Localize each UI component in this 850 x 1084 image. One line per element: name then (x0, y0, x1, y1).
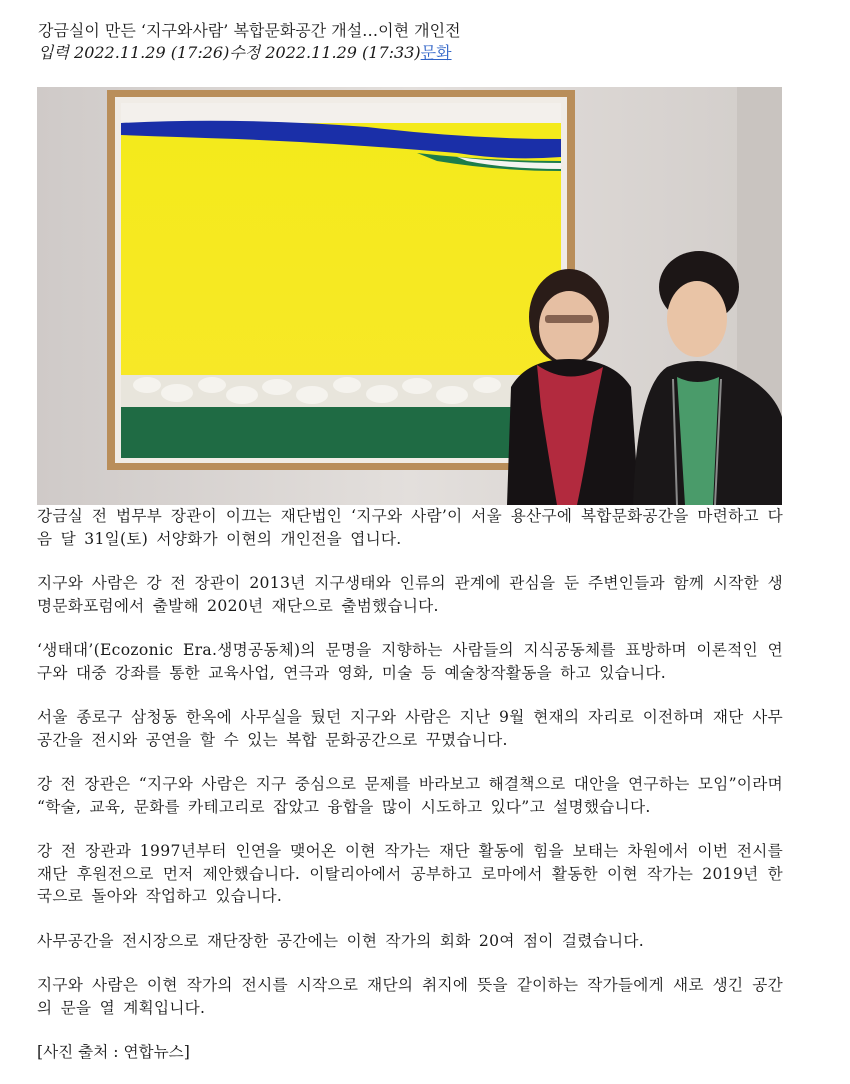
article-body (37, 505, 783, 1064)
headline: 강금실이 만든 ‘지구와사람’ 복합문화공간 개설…이현 개인전 (38, 21, 461, 40)
paragraph: 강 전 장관과 1997년부터 인연을 맺어온 이현 작가는 재단 활동에 힘을 보태는 차원에서 이번 전시를 재단 후원전으로 먼저 제안했습니다. 이탈리아에서 공부하고 로마에서 활동한 이현 작가는 2019년 한국으로 돌아와 작업하고 있습니다. (37, 842, 783, 905)
paragraph: 강금실 전 법무부 장관이 이끄는 재단법인 ‘지구와 사람’이 서울 용산구에 복합문화공간을 마련하고 다음 달 31일(토) 서양화가 이현의 개인전을 엽니다. (37, 507, 783, 548)
paragraph: 서울 종로구 삼청동 한옥에 사무실을 뒀던 지구와 사람은 지난 9월 현재의 자리로 이전하며 재단 사무공간을 전시와 공연을 할 수 있는 복합 문화공간으로 꾸몄습니다. (37, 708, 783, 749)
photo-credit: [사진 출처 : 연합뉴스] (37, 1043, 190, 1061)
paragraph: 사무공간을 전시장으로 재단장한 공간에는 이현 작가의 회화 20여 점이 걸렸습니다. (37, 931, 645, 950)
input-label: 입력 (38, 43, 69, 62)
edit-time: 2022.11.29 (17:33) (265, 43, 421, 62)
photo-illustration (37, 87, 782, 505)
article-meta (38, 42, 452, 64)
paragraph: 지구와 사람은 강 전 장관이 2013년 지구생태와 인류의 관계에 관심을 둔 주변인들과 함께 시작한 생명문화포럼에서 출발해 2020년 재단으로 출범했습니다. (37, 574, 783, 615)
input-time: 2022.11.29 (17:26) (74, 43, 230, 62)
edit-label: 수정 (229, 43, 261, 62)
paragraph: 강 전 장관은 “지구와 사람은 지구 중심으로 문제를 바라보고 해결책으로 대안을 연구하는 모임”이라며 “학술, 교육, 문화를 카테고리로 잡았고 융합을 많이 시도하고 있다”고 설명했습니다. (37, 775, 783, 816)
paragraph: 지구와 사람은 이현 작가의 전시를 시작으로 재단의 취지에 뜻을 같이하는 작가들에게 새로 생긴 공간의 문을 열 계획입니다. (37, 976, 783, 1017)
category-link[interactable]: 문화 (420, 43, 452, 62)
article-photo (37, 87, 782, 505)
paragraph: ‘생태대’(Ecozonic Era.생명공동체)의 문명을 지향하는 사람들의 지식공동체를 표방하며 이론적인 연구와 대중 강좌를 통한 교육사업, 연극과 영화, 미술 등 예술창작활동을 하고 있습니다. (37, 641, 783, 682)
